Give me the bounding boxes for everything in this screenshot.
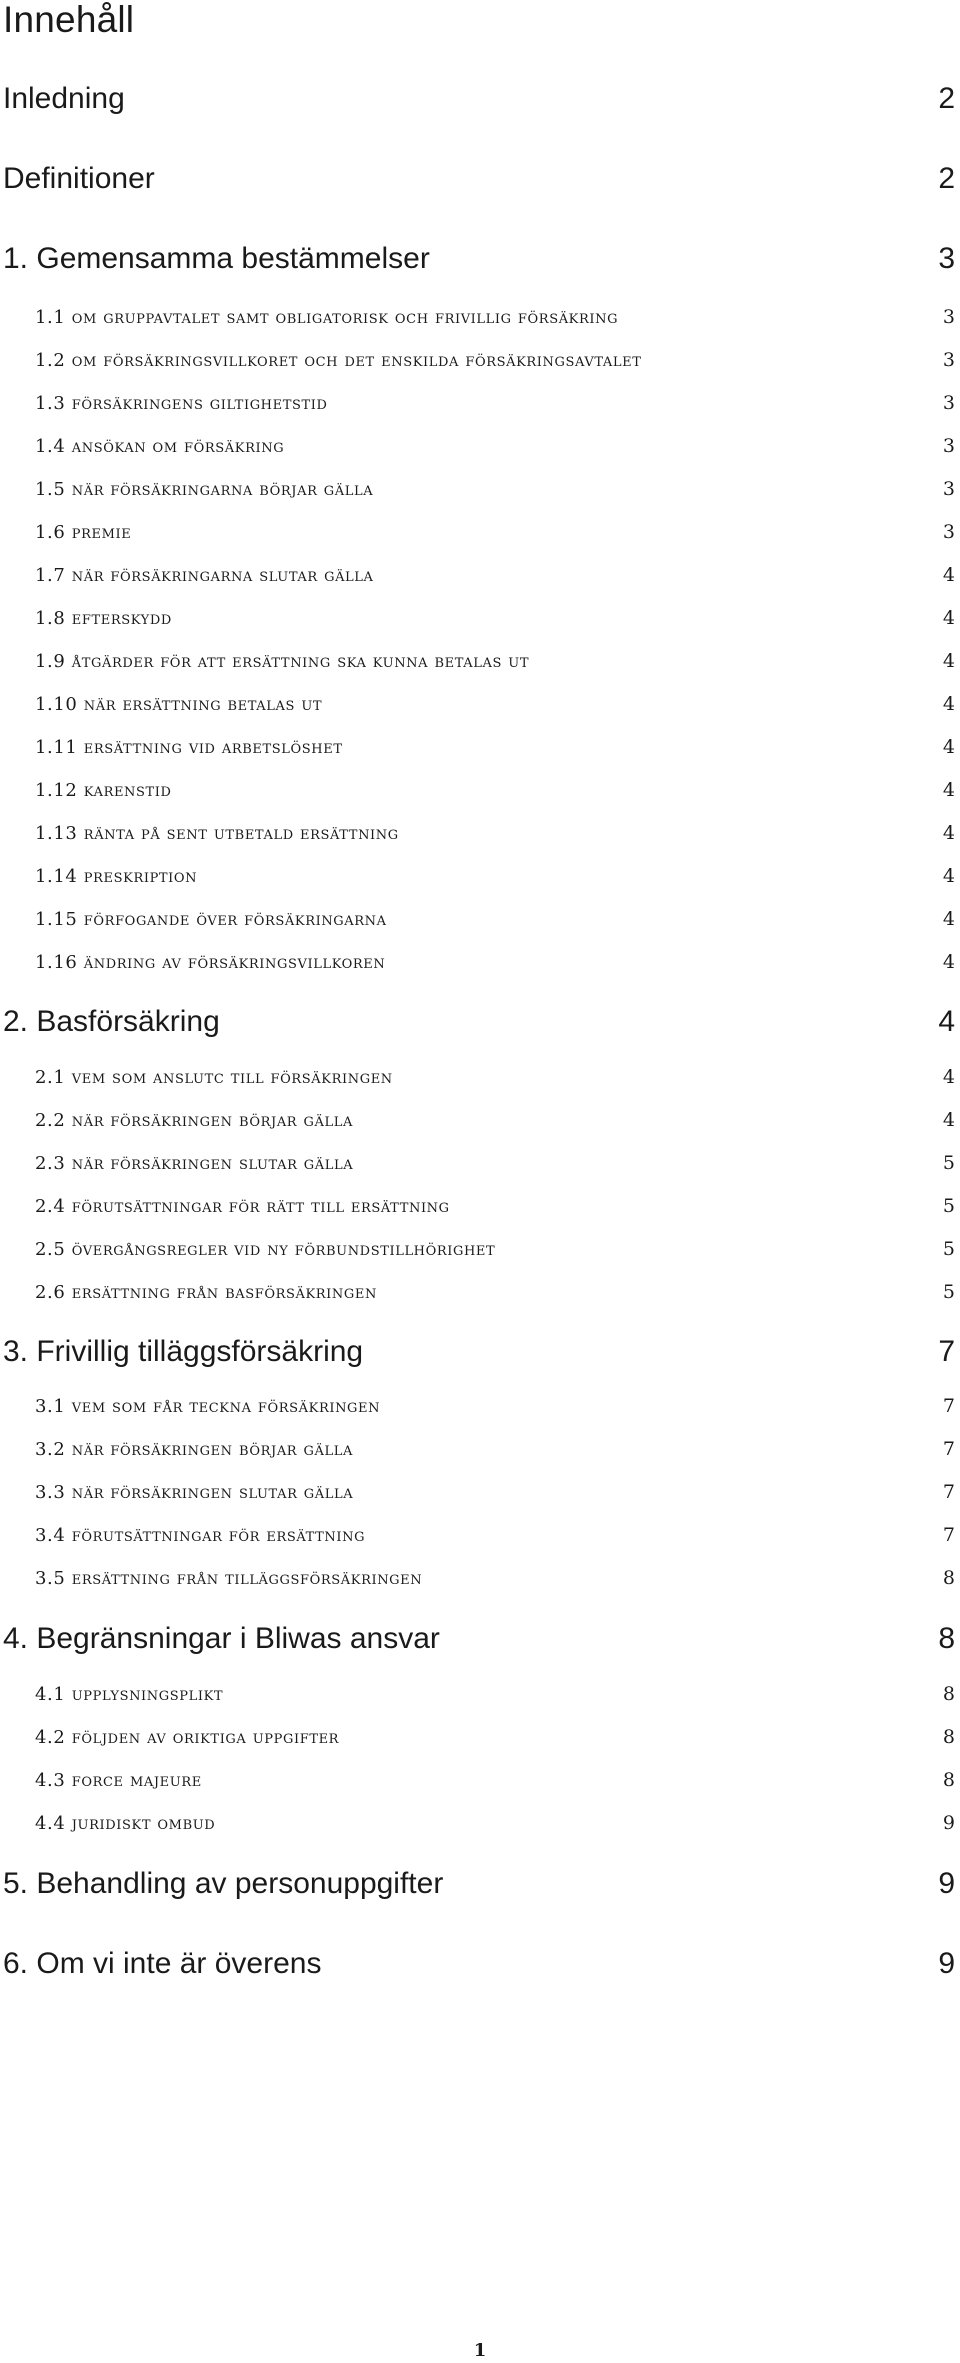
toc-entry-3-4[interactable] bbox=[35, 1524, 955, 1546]
toc-entry-section-3[interactable] bbox=[3, 1335, 955, 1369]
toc-entry-label: 5. Behandling av personuppgifter bbox=[3, 1867, 444, 1900]
toc-entry-3-1[interactable] bbox=[35, 1395, 955, 1417]
toc-entry-4-4[interactable] bbox=[35, 1812, 955, 1834]
toc-entry-label: 3. Frivillig tilläggsförsäkring bbox=[3, 1335, 364, 1368]
toc-entry-label: 4.1 upplysningsplikt bbox=[35, 1684, 224, 1705]
toc-entry-label: 2.3 när försäkringen slutar gälla bbox=[35, 1153, 354, 1174]
toc-entry-section-2[interactable] bbox=[3, 1005, 955, 1039]
toc-entry-2-3[interactable] bbox=[35, 1152, 955, 1174]
toc-entry-page: 4 bbox=[942, 865, 955, 887]
toc-entry-page: 7 bbox=[942, 1481, 955, 1503]
toc-entry-1-8[interactable] bbox=[35, 607, 955, 629]
toc-entry-label: 2.1 vem som anslutс till försäkringen bbox=[35, 1067, 393, 1088]
toc-entry-label: 3.1 vem som får teckna försäkringen bbox=[35, 1396, 381, 1417]
toc-entry-page: 4 bbox=[942, 908, 955, 930]
toc-entry-page: 3 bbox=[942, 306, 955, 328]
toc-entry-label: 1.9 åtgärder för att ersättning ska kunna betalas ut bbox=[35, 651, 530, 672]
toc-entry-1-7[interactable] bbox=[35, 564, 955, 586]
page-number: 1 bbox=[473, 2340, 487, 2361]
toc-entry-label: 4. Begränsningar i Bliwas ansvar bbox=[3, 1622, 440, 1655]
toc-entry-label: 1.13 ränta på sent utbetald ersättning bbox=[35, 823, 399, 844]
toc-entry-1-16[interactable] bbox=[35, 951, 955, 973]
toc-entry-label: 1.7 när försäkringarna slutar gälla bbox=[35, 565, 374, 586]
toc-entry-label: 3.3 när försäkringen slutar gälla bbox=[35, 1482, 354, 1503]
toc-entry-4-3[interactable] bbox=[35, 1769, 955, 1791]
toc-entry-label: 1.12 karenstid bbox=[35, 780, 172, 801]
toc-entry-2-2[interactable] bbox=[35, 1109, 955, 1131]
toc-entry-page: 4 bbox=[942, 607, 955, 629]
toc-entry-page: 7 bbox=[938, 1335, 955, 1368]
page-title: Innehåll bbox=[3, 0, 135, 40]
toc-entry-page: 3 bbox=[938, 242, 955, 275]
toc-entry-page: 7 bbox=[942, 1524, 955, 1546]
toc-entry-page: 4 bbox=[942, 779, 955, 801]
toc-entry-2-6[interactable] bbox=[35, 1281, 955, 1303]
toc-entry-label: 1.2 om försäkringsvillkoret och det enskilda försäkringsavtalet bbox=[35, 350, 642, 371]
toc-entry-page: 9 bbox=[938, 1947, 955, 1980]
toc-entry-label: 1.11 ersättning vid arbetslöshet bbox=[35, 737, 343, 758]
toc-entry-2-4[interactable] bbox=[35, 1195, 955, 1217]
toc-entry-label: 3.4 förutsättningar för ersättning bbox=[35, 1525, 366, 1546]
toc-entry-page: 8 bbox=[942, 1726, 955, 1748]
toc-entry-label: 1.15 förfogande över försäkringarna bbox=[35, 909, 387, 930]
toc-entry-1-13[interactable] bbox=[35, 822, 955, 844]
toc-entry-label: 1.4 ansökan om försäkring bbox=[35, 436, 285, 457]
toc-entry-page: 5 bbox=[942, 1195, 955, 1217]
toc-entry-page: 9 bbox=[938, 1867, 955, 1900]
toc-entry-page: 4 bbox=[938, 1005, 955, 1038]
toc-entry-section-4[interactable] bbox=[3, 1622, 955, 1656]
toc-entry-page: 7 bbox=[942, 1438, 955, 1460]
toc-entry-label: 3.5 ersättning från tilläggsförsäkringen bbox=[35, 1568, 423, 1589]
toc-entry-label: 1. Gemensamma bestämmelser bbox=[3, 242, 430, 275]
toc-entry-page: 3 bbox=[942, 435, 955, 457]
toc-entry-1-5[interactable] bbox=[35, 478, 955, 500]
toc-entry-page: 9 bbox=[942, 1812, 955, 1834]
toc-entry-page: 4 bbox=[942, 650, 955, 672]
toc-entry-page: 4 bbox=[942, 951, 955, 973]
toc-entry-page: 8 bbox=[938, 1622, 955, 1655]
toc-entry-1-9[interactable] bbox=[35, 650, 955, 672]
toc-entry-page: 4 bbox=[942, 693, 955, 715]
toc-entry-page: 4 bbox=[942, 736, 955, 758]
toc-entry-1-10[interactable] bbox=[35, 693, 955, 715]
toc-entry-page: 3 bbox=[942, 392, 955, 414]
toc-entry-section-6[interactable] bbox=[3, 1947, 955, 1981]
toc-entry-label: 1.1 om gruppavtalet samt obligatorisk och frivillig försäkring bbox=[35, 307, 619, 328]
toc-entry-3-3[interactable] bbox=[35, 1481, 955, 1503]
toc-entry-3-5[interactable] bbox=[35, 1567, 955, 1589]
toc-entry-label: 1.5 när försäkringarna börjar gälla bbox=[35, 479, 374, 500]
toc-entry-label: 4.4 juridiskt ombud bbox=[35, 1813, 216, 1834]
toc-entry-label: 4.3 force majeure bbox=[35, 1770, 202, 1791]
toc-entry-1-3[interactable] bbox=[35, 392, 955, 414]
toc-entry-2-5[interactable] bbox=[35, 1238, 955, 1260]
toc-entry-page: 4 bbox=[942, 822, 955, 844]
toc-entry-section-5[interactable] bbox=[3, 1867, 955, 1901]
toc-entry-page: 4 bbox=[942, 564, 955, 586]
toc-entry-label: Inledning bbox=[3, 82, 125, 115]
toc-entry-2-1[interactable] bbox=[35, 1066, 955, 1088]
toc-entry-label: 2.6 ersättning från basförsäkringen bbox=[35, 1282, 377, 1303]
toc-entry-page: 4 bbox=[942, 1109, 955, 1131]
toc-entry-page: 5 bbox=[942, 1281, 955, 1303]
toc-entry-label: Definitioner bbox=[3, 162, 155, 195]
toc-entry-page: 4 bbox=[942, 1066, 955, 1088]
toc-entry-label: 4.2 följden av oriktiga uppgifter bbox=[35, 1727, 340, 1748]
toc-entry-label: 1.6 premie bbox=[35, 522, 132, 543]
toc-entry-label: 2.2 när försäkringen börjar gälla bbox=[35, 1110, 353, 1131]
toc-entry-page: 8 bbox=[942, 1683, 955, 1705]
toc-entry-label: 1.16 ändring av försäkringsvillkoren bbox=[35, 952, 386, 973]
toc-entry-1-1[interactable] bbox=[35, 306, 955, 328]
toc-entry-1-15[interactable] bbox=[35, 908, 955, 930]
toc-entry-page: 3 bbox=[942, 349, 955, 371]
toc-entry-1-12[interactable] bbox=[35, 779, 955, 801]
toc-entry-page: 3 bbox=[942, 478, 955, 500]
toc-entry-1-2[interactable] bbox=[35, 349, 955, 371]
toc-entry-label: 1.8 efterskydd bbox=[35, 608, 172, 629]
toc-entry-definitioner[interactable] bbox=[3, 162, 955, 196]
toc-entry-3-2[interactable] bbox=[35, 1438, 955, 1460]
toc-entry-1-14[interactable] bbox=[35, 865, 955, 887]
toc-entry-label: 2.5 övergångsregler vid ny förbundstillhörighet bbox=[35, 1239, 496, 1260]
toc-entry-page: 8 bbox=[942, 1567, 955, 1589]
toc-entry-page: 7 bbox=[942, 1395, 955, 1417]
toc-entry-label: 3.2 när försäkringen börjar gälla bbox=[35, 1439, 353, 1460]
toc-entry-page: 5 bbox=[942, 1152, 955, 1174]
toc-entry-page: 2 bbox=[938, 162, 955, 195]
toc-entry-label: 6. Om vi inte är överens bbox=[3, 1947, 322, 1980]
toc-entry-page: 5 bbox=[942, 1238, 955, 1260]
toc-entry-4-1[interactable] bbox=[35, 1683, 955, 1705]
toc-entry-1-6[interactable] bbox=[35, 521, 955, 543]
toc-entry-4-2[interactable] bbox=[35, 1726, 955, 1748]
toc-entry-label: 2.4 förutsättningar för rätt till ersättning bbox=[35, 1196, 450, 1217]
toc-entry-page: 8 bbox=[942, 1769, 955, 1791]
toc-entry-page: 3 bbox=[942, 521, 955, 543]
toc-entry-page: 2 bbox=[938, 82, 955, 115]
toc-entry-label: 1.10 när ersättning betalas ut bbox=[35, 694, 323, 715]
toc-entry-inledning[interactable] bbox=[3, 82, 955, 116]
toc-entry-1-4[interactable] bbox=[35, 435, 955, 457]
toc-entry-label: 2. Basförsäkring bbox=[3, 1005, 220, 1038]
toc-entry-1-11[interactable] bbox=[35, 736, 955, 758]
toc-entry-section-1[interactable] bbox=[3, 242, 955, 276]
toc-entry-label: 1.3 försäkringens giltighetstid bbox=[35, 393, 328, 414]
toc-entry-label: 1.14 preskription bbox=[35, 866, 198, 887]
